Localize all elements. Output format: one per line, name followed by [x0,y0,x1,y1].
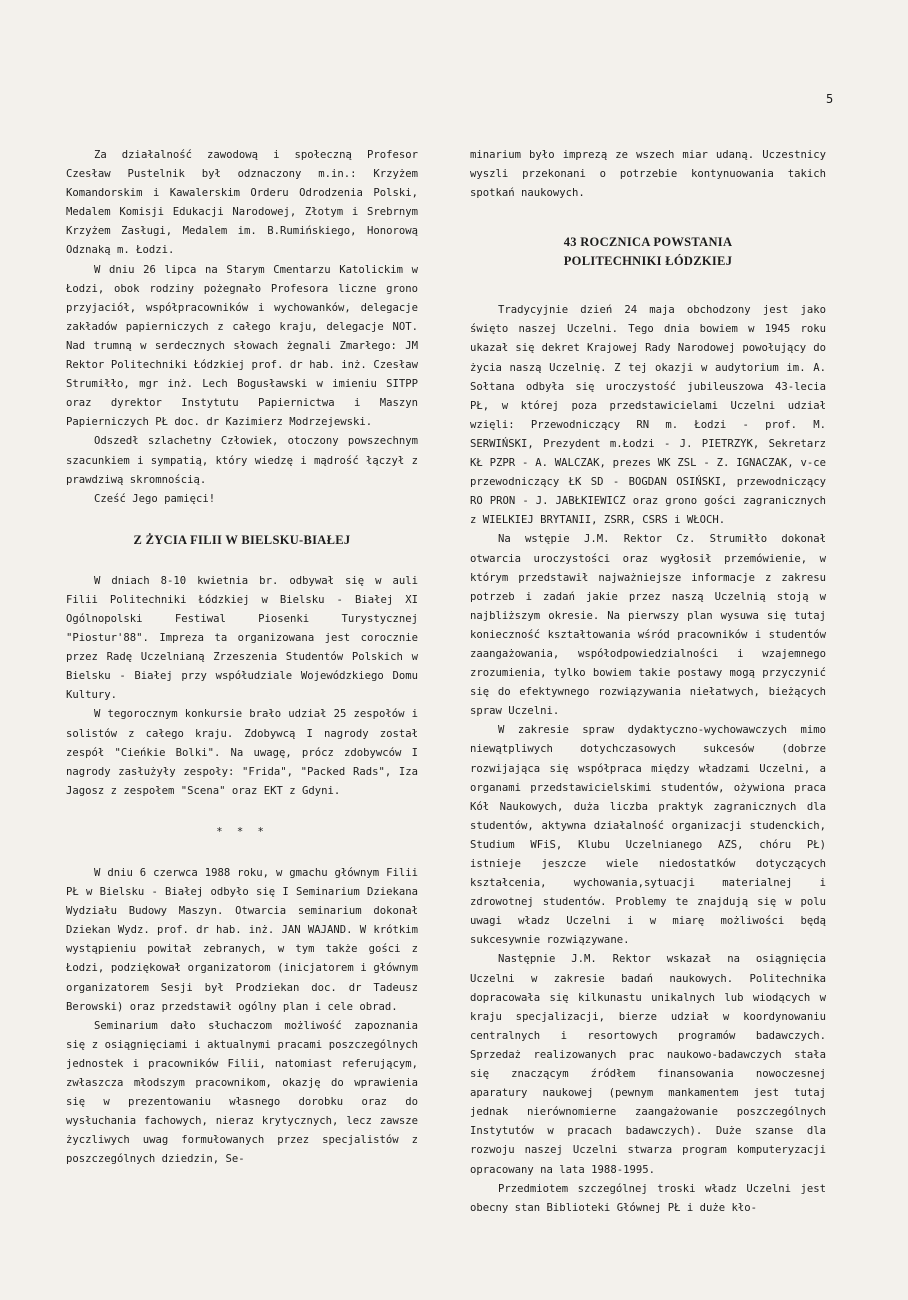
obituary-paragraph-1: Za działalność zawodową i społeczną Profesor Czesław Pustelnik był odznaczony m.in.: Krzyżem Komandorskim i Kawalerskim Orderu Odrodzenia Polski, Medalem Komisji Edukacji Narodowej, Złotym i Srebrnym Krzyżem Zasługi, Medalem im. B.Rumińskiego, Honorową Odznaką m. Łodzi. [66,149,418,257]
bielsko-branch-heading: Z ŻYCIA FILII W BIELSKU-BIAŁEJ [133,532,351,547]
right-column [470,146,826,1218]
obituary-paragraph-3: Odszedł szlachetny Człowiek, otoczony powszechnym szacunkiem i sympatią, który wiedzę i mądrość łączył z prawdziwą skromnością. [66,435,418,486]
festival-paragraph-1: W dniach 8-10 kwietnia br. odbywał się w auli Filii Politechniki Łódzkiej w Bielsku - Białej XI Ogólnopolski Festiwal Piosenki Turystycznej "Piostur'88". Impreza ta organizowana jest corocznie przez Radę Uczelnianą Zrzeszenia Studentów Polskich w Bielsku - Białej przy współudziale Wojewódzkiego Domu Kultury. [66,574,418,702]
festival-paragraph-2: W tegorocznym konkursie brało udział 25 zespołów i solistów z całego kraju. Zdobywcą I nagrody został zespół "Cieńkie Bolki". Na uwagę, prócz zdobywców I nagrody zasłużyły zespoły: "Frida", "Packed Rads", Iza Jagosz z zespołem "Scena" oraz EKT z Gdyni. [66,708,418,797]
seminar-paragraph-1: W dniu 6 czerwca 1988 roku, w gmachu głównym Filii PŁ w Bielsku - Białej odbyło się I Seminarium Dziekana Wydziału Budowy Maszyn. Otwarcia seminarium dokonał Dziekan Wydz. prof. dr hab. inż. JAN WAJAND. W krótkim wystąpieniu powitał zebranych, w tym także gości z Łodzi, podziękował organizatorom (inicjatorem i głównym organizatorem Sesji był Prodziekan doc. dr Tadeusz Berowski) oraz przedstawił ogólny plan i cele obrad. [66,867,418,1013]
anniversary-paragraph-2: Na wstępie J.M. Rektor Cz. Strumiłło dokonał otwarcia uroczystości oraz wygłosił przemówienie, w którym przedstawił najważniejsze informacje z zakresu potrzeb i zadań jakie przez naszą Uczelnią stoją w najbliższym okresie. Na pierwszy plan wysuwa się tutaj konieczność kształtowania wśród pracowników i studentów zaangażowania, współodpowiedzialności i wzajemnego zrozumienia, tylko bowiem takie postawy mogą przyczynić się do efektywnego rozwiązywania niełatwych, bieżących spraw Uczelni. [470,533,826,718]
anniversary-paragraph-1: Tradycyjnie dzień 24 maja obchodzony jest jako święto naszej Uczelni. Tego dnia bowiem w 1945 roku ukazał się dekret Krajowej Rady Narodowej powołujący do życia naszą Uczelnię. Z tej okazji w audytorium im. A. Sołtana odbyła się uroczystość jubileuszowa 43-lecia PŁ, w której poza przedstawicielami Uczelni udział wzięli: Przewodniczący RN m. Łodzi - prof. M. SERWIŃSKI, Prezydent m.Łodzi - J. PIETRZYK, Sekretarz KŁ PZPR - A. WALCZAK, prezes WK ZSL - Z. IGNACZAK, v-ce przewodniczący ŁK SD - BOGDAN OSIŃSKI, przewodniczący RO PRON - J. JABŁKIEWICZ oraz grono gości zagranicznych z WIELKIEJ BRYTANII, ZSRR, CSRS i WŁOCH. [470,304,826,527]
anniversary-heading: 43 ROCZNICA POWSTANIA POLITECHNIKI ŁÓDZKIEJ [563,235,733,269]
obituary-paragraph-2: W dniu 26 lipca na Starym Cmentarzu Katolickim w Łodzi, obok rodziny pożegnało Profesora liczne grono przyjaciół, współpracowników i wychowanków, delegacje zakładów papierniczych z całego kraju, delegacje NOT. Nad trumną w serdecznych słowach żegnali Zmarłego: JM Rektor Politechniki Łódzkiej prof. dr hab. inż. Czesław Strumiłło, mgr inż. Lech Bogusławski w imieniu SITPP oraz dyrektor Instytutu Papiernictwa i Maszyn Papierniczych PŁ doc. dr Kazimierz Modrzejewski. [66,263,418,429]
page-number: 5 [826,92,834,106]
left-column [66,146,418,1170]
seminar-paragraph-2: Seminarium dało słuchaczom możliwość zapoznania się z osiągnięciami i aktualnymi pracami poszczególnych jednostek i pracowników Filii, natomiast referującym, zwłaszcza młodszym pracownikom, okazję do wprawienia się w prezentowaniu własnego dorobku oraz do wysłuchania fachowych, nieraz krytycznych, lecz zawsze życzliwych uwag formułowanych przez specjalistów z poszczególnych dziedzin, Se- [66,1019,418,1166]
anniversary-paragraph-3: W zakresie spraw dydaktyczno-wychowawczych mimo niewątpliwych dotychczasowych sukcesów (dobrze rozwijająca się współpraca między władzami Uczelni, a organami przedstawicielskimi studentów, ożywiona praca Kół Naukowych, duża liczba praktyk zagranicznych dla studentów, aktywna działalność organizacji studenckich, Studium WFiS, Klubu Uczelnianego AZS, chóru PŁ) istnieje jeszcze wiele niedostatków dotyczących kształcenia, wychowania,sytuacji materialnej i zdrowotnej studentów. Problemy te znajdują się w polu uwagi władz Uczelni i w miarę możliwości będą sukcesywnie rozwiązywane. [470,724,826,947]
anniversary-paragraph-4: Następnie J.M. Rektor wskazał na osiągnięcia Uczelni w zakresie badań naukowych. Politechnika dopracowała się kilkunastu unikalnych lub wiodących w kraju specjalizacji, bierze udział w koordynowaniu centralnych i resortowych programów badawczych. Sprzedaż realizowanych prac naukowo-badawczych stała się znaczącym źródłem finansowania nowoczesnej aparatury naukowej (pewnym mankamentem jest tutaj jednak nierównomierne zaangażowanie poszczególnych Instytutów w pracach badawczych). Duże szanse dla rozwoju naszej Uczelni stwarza program komputeryzacji opracowany na lata 1988-1995. [470,953,826,1176]
obituary-paragraph-4: Cześć Jego pamięci! [94,492,216,505]
section-separator: * * * [216,825,268,838]
seminar-continuation: minarium było imprezą ze wszech miar udaną. Uczestnicy wyszli przekonani o potrzebie kontynuowania takich spotkań naukowych. [470,149,826,200]
anniversary-paragraph-5: Przedmiotem szczególnej troski władz Uczelni jest obecny stan Biblioteki Głównej PŁ i duże kło- [470,1182,826,1214]
